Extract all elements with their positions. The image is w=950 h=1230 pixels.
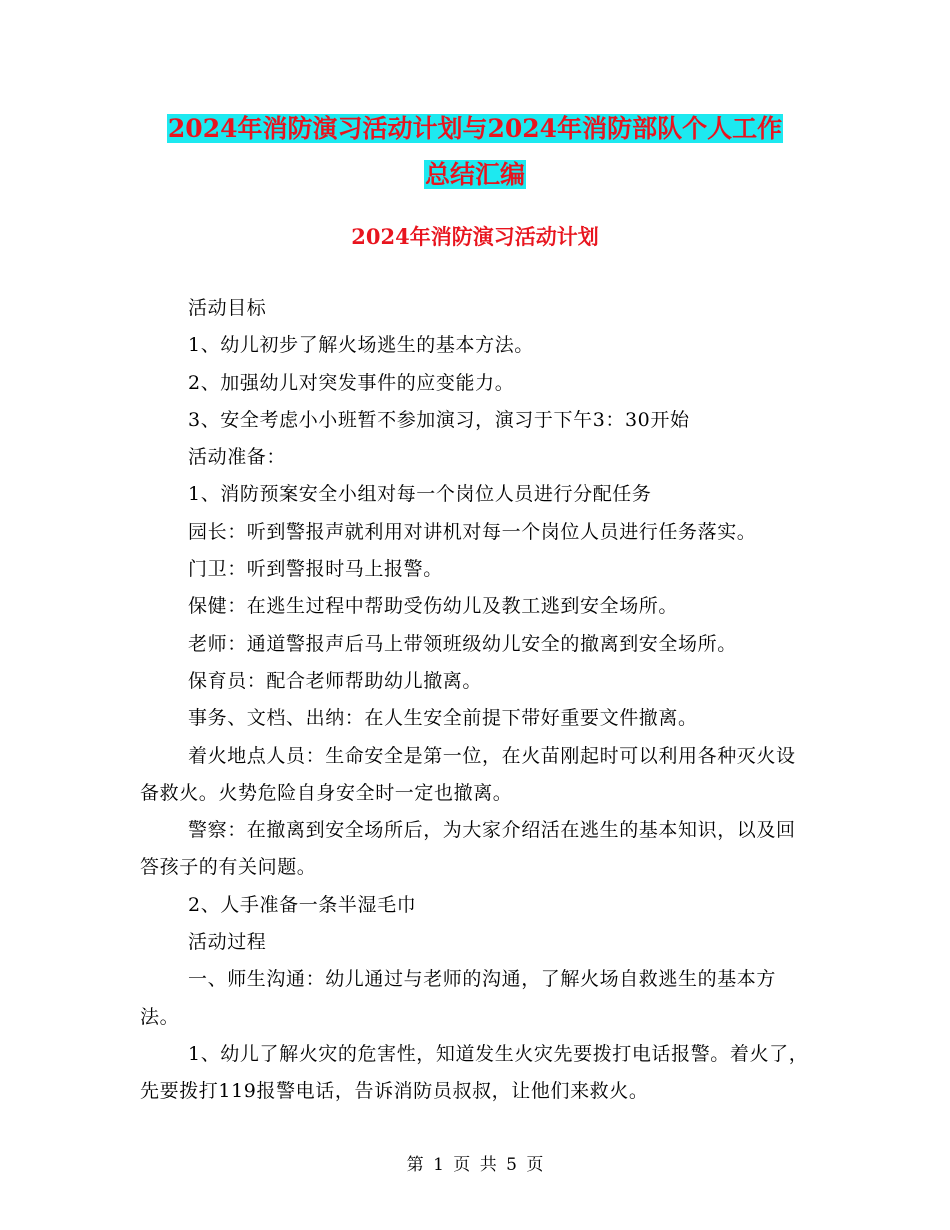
document-title-highlight-2: 总结汇编 [424,160,525,189]
paragraph: 保育员：配合老师帮助幼儿撤离。 [188,669,483,692]
paragraph: 1、幼儿初步了解火场逃生的基本方法。 [188,334,534,357]
paragraph: 警察：在撤离到安全场所后，为大家介绍活在逃生的基本知识，以及回答孩子的有关问题。 [140,819,796,879]
paragraph: 门卫：听到警报时马上报警。 [188,558,443,581]
paragraph: 一、师生沟通：幼儿通过与老师的沟通，了解火场自救逃生的基本方法。 [140,968,777,1028]
paragraph: 1、幼儿了解火灾的危害性，知道发生火灾先要拨打电话报警。着火了，先要拨打119报警电话，告诉消防员叔叔，让他们来救火。 [140,1042,809,1103]
section-heading: 2024年消防演习活动计划 [351,224,599,249]
document-title-line-1 [0,106,950,152]
paragraph: 保健：在逃生过程中帮助受伤幼儿及教工逃到安全场所。 [188,595,679,618]
paragraph: 2、人手准备一条半湿毛巾 [188,893,417,916]
paragraph: 着火地点人员：生命安全是第一位，在火苗刚起时可以利用各种灭火设备救火。火势危险自身安全时一定也撤离。 [140,744,796,804]
paragraph: 活动准备： [188,446,287,469]
paragraph: 事务、文档、出纳：在人生安全前提下带好重要文件撤离。 [188,707,698,730]
paragraph: 园长：听到警报声就利用对讲机对每一个岗位人员进行任务落实。 [188,520,757,543]
paragraph: 1、消防预案安全小组对每一个岗位人员进行分配任务 [188,483,652,506]
paragraph: 3、安全考虑小小班暂不参加演习，演习于下午3：30开始 [188,408,690,431]
document-title-highlight-1: 2024年消防演习活动计划与2024年消防部队个人工作 [167,114,783,143]
paragraph: 活动过程 [188,931,267,954]
page-footer: 第 1 页 共 5 页 [406,1155,544,1175]
paragraph: 老师：通道警报声后马上带领班级幼儿安全的撤离到安全场所。 [188,632,737,655]
document-body [140,290,810,1111]
paragraph: 活动目标 [188,297,267,319]
paragraph: 2、加强幼儿对突发事件的应变能力。 [188,371,515,394]
document-title-line-2 [0,152,950,198]
